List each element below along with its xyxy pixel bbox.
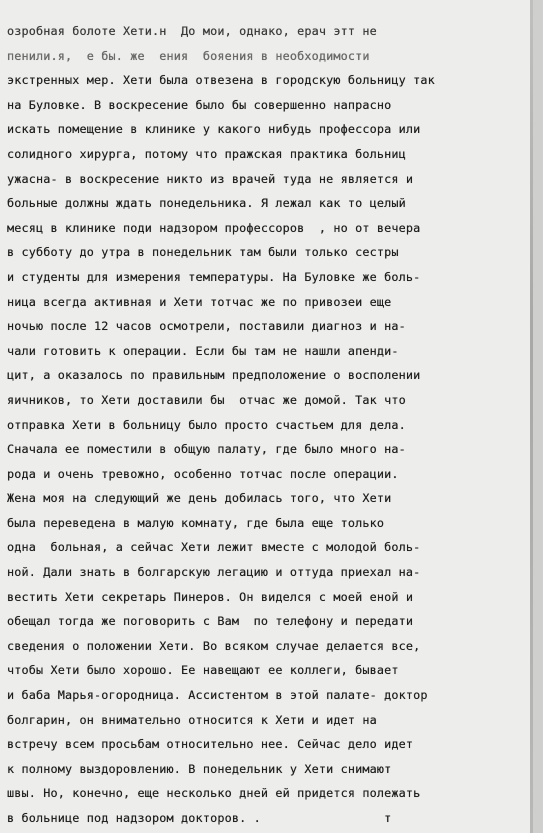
text-line: месяц в клинике поди надзором профессоров , но от вечера — [7, 220, 421, 235]
text-line: к полному выздоровлению. В понедельник у Хети снимают — [7, 761, 392, 776]
text-line: искать помещение в клинике у какого нибудь профессора или — [7, 122, 421, 137]
text-line: в больнице под надзором докторов. . т — [7, 811, 392, 825]
text-line: обещал тогда же поговорить с Вам по телефону и передати — [7, 614, 414, 629]
text-line: цит, а оказалось по правильным предположение о восполении — [7, 368, 421, 383]
text-line: экстренных мер. Хети была отвезена в городскую больницу так — [7, 73, 435, 88]
text-line: ужасна- в воскресение никто из врачей туда не является и — [7, 171, 414, 186]
text-line: вестить Хети секретарь Пинеров. Он виделся с моей еной и — [7, 589, 414, 604]
text-line: сведения о положении Хети. Во всяком случае делается все, — [7, 638, 421, 653]
text-line: одна больная, а сейчас Хети лежит вместе с молодой боль- — [7, 540, 421, 555]
text-line: и студенты для измерения температуры. На Буловке же боль- — [7, 269, 421, 284]
text-line: швы. Но, конечно, еще несколько дней ей придется полежать — [7, 786, 421, 801]
text-line: Сначала ее поместили в общую палату, где было много на- — [7, 442, 406, 457]
text-line: рода и очень тревожно, особенно тотчас после операции. — [7, 466, 399, 481]
text-line: яичников, то Хети доставили бы отчас же домой. Так что — [7, 392, 406, 407]
text-line: болгарин, он внимательно относится к Хети и идет на — [7, 712, 377, 727]
text-line: ной. Дали знать в болгарскую легацию и оттуда приехал на- — [7, 565, 421, 580]
text-line: Жена моя на следующий же день добилась того, что Хети — [7, 491, 392, 506]
text-line: на Буловке. В воскресение было бы совершенно напрасно — [7, 97, 392, 112]
typewritten-letter-body — [7, 19, 529, 831]
text-line: встречу всем просьбам относительно нее. Сейчас дело идет — [7, 737, 414, 752]
text-line: отправка Хети в больницу было просто счастьем для дела. — [7, 417, 406, 432]
text-line: пенили.я, е бы. же ения бояения в необходимости — [7, 48, 370, 63]
text-line: больные должны ждать понедельника. Я лежал как то целый — [7, 196, 406, 211]
text-line: в субботу до утра в понедельник там были только сестры — [7, 245, 399, 260]
text-line: солидного хирурга, потому что пражская практика больниц — [7, 146, 406, 161]
text-line: чали готовить к операции. Если бы там не нашли апенди- — [7, 343, 399, 358]
text-line: была переведена в малую комнату, где была еще только — [7, 515, 385, 530]
text-line: чтобы Хети было хорошо. Ее навещают ее коллеги, бывает — [7, 663, 399, 678]
text-line: ночью после 12 часов осмотрели, поставили диагноз и на- — [7, 319, 406, 334]
text-line: и баба Марья-огородница. Ассистентом в этой палате- доктор — [7, 688, 428, 703]
text-line: ница всегда активная и Хети тотчас же по привозеи еще — [7, 294, 392, 309]
text-line: озробная болоте Хети.н До мои, однако, ерач этт не — [7, 24, 377, 38]
